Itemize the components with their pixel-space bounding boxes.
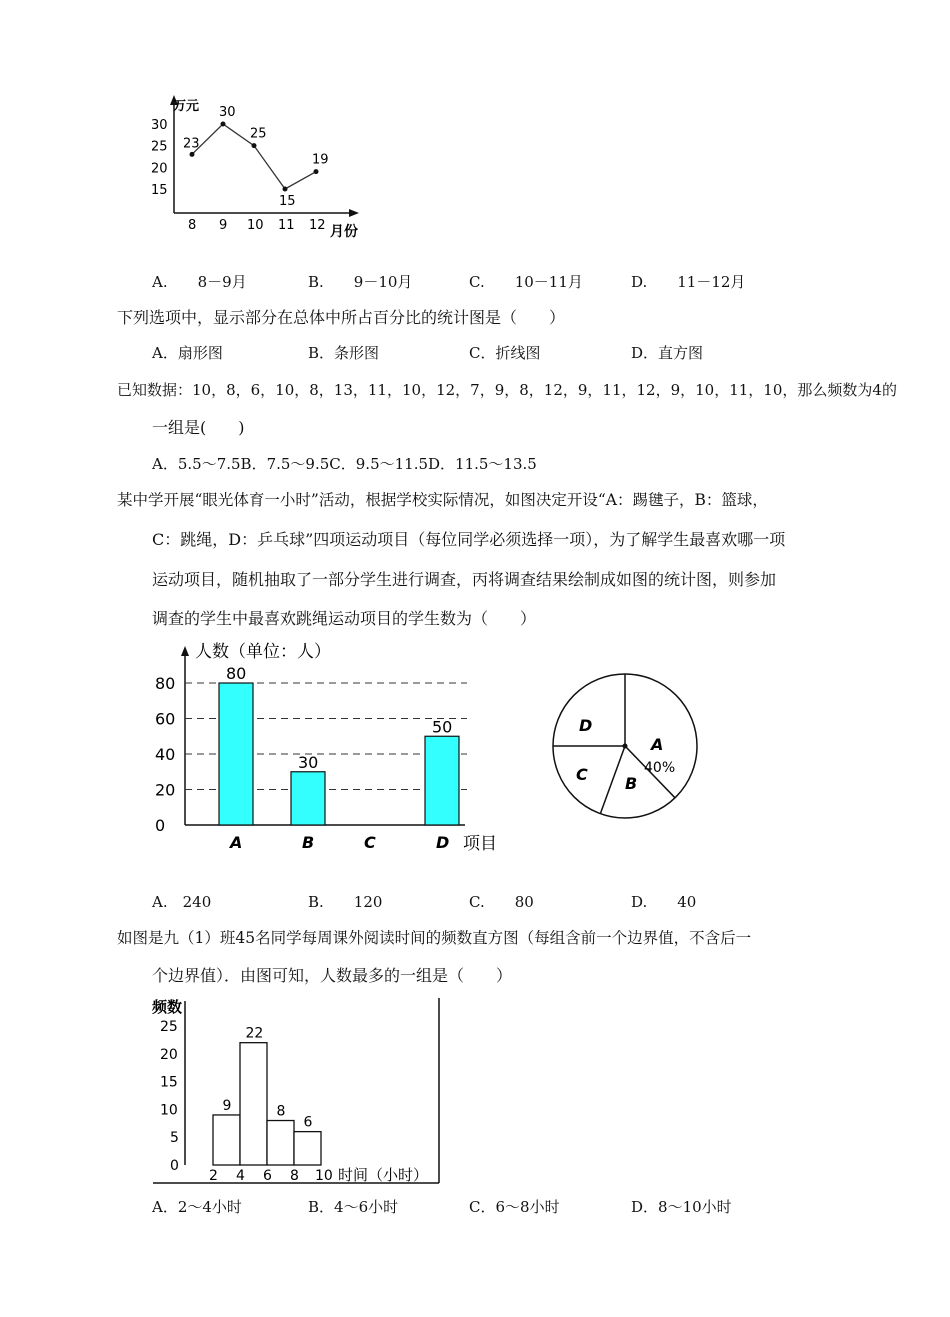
question-stem: 某中学开展“眼光体育一小时”活动，根据学校实际情况，如图决定开设“A：踢毽子，B：篮球， [117,491,768,509]
histogram-chart [145,996,450,1188]
x-tick-label: C [364,833,376,852]
x-tick-label: 6 [263,1168,272,1184]
data-point [314,169,319,174]
option-a[interactable]: A．2～4小时 [152,1198,242,1216]
pie-chart [545,670,705,830]
y-tick-label: 10 [160,1102,178,1119]
data-label: 25 [250,126,267,142]
x-tick-label: 12 [309,218,326,233]
x-tick-label: 8 [188,218,197,233]
y-axis-label: 频数 [152,998,183,1016]
x-tick-label: 9 [219,218,228,233]
slice-label: A [651,735,664,754]
question-stem-cont: 调查的学生中最喜欢跳绳运动项目的学生数为（ ） [152,609,537,628]
option-b[interactable]: B．4～6小时 [308,1198,399,1216]
pie-center [623,744,628,749]
question-stem: 已知数据：10，8，6，10，8，13，11，10，12，7，9，8，12，9，11，12，9，10，11，10，那么频数为4的 [117,381,897,399]
x-tick-label: 10 [247,218,264,233]
slice-label: C [576,765,588,784]
y-tick-label: 20 [151,161,168,177]
option-a[interactable]: A. 8－9月 [152,273,247,291]
x-axis-label: 项目 [463,834,497,854]
x-tick-label: 4 [236,1168,245,1184]
y-tick-label: 80 [155,674,176,693]
option-c[interactable]: C．折线图 [469,344,541,362]
data-label: 23 [183,136,200,152]
data-point [221,122,226,127]
bar [425,736,459,825]
slice-label: B [625,774,638,793]
y-tick-label: 20 [160,1046,178,1063]
x-axis-label: 时间（小时） [338,1166,429,1184]
data-label: 30 [219,105,236,120]
histogram-bar [294,1132,321,1165]
bar-chart [145,640,515,860]
y-tick-label: 30 [151,118,168,133]
option-d[interactable]: D．8～10小时 [631,1198,732,1216]
x-tick-label: 2 [209,1168,218,1184]
question-stem-cont: C：跳绳，D：乒乓球”四项运动项目（每位同学必须选择一项），为了解学生最喜欢哪一项 [152,530,786,549]
option-d[interactable]: D. 11－12月 [631,273,746,291]
x-tick-label: 8 [290,1168,299,1184]
chart-title: 人数（单位：人） [195,642,331,662]
question-stem-cont: 个边界值）．由图可知，人数最多的一组是（ ） [152,966,513,985]
histogram-bar [267,1121,294,1165]
x-tick-label: 11 [278,218,295,233]
data-point [283,187,288,192]
data-label: 15 [279,194,296,209]
option-d[interactable]: D．直方图 [631,344,704,362]
data-point [252,143,257,148]
data-label: 50 [432,717,453,737]
y-tick-label: 5 [170,1130,179,1147]
y-tick-label: 15 [151,183,168,198]
x-tick-label: A [230,833,243,852]
option-b[interactable]: B. 120 [308,893,383,911]
data-label: 6 [303,1114,313,1131]
option-c[interactable]: C. 10－11月 [469,273,583,291]
bar [219,683,253,825]
question-stem-cont: 一组是( ) [152,418,245,437]
question-stem: 如图是九（1）班45名同学每周课外阅读时间的频数直方图（每组含前一个边界值，不含后一 [117,929,752,947]
line-chart [140,92,380,242]
data-label: 9 [222,1097,232,1114]
y-tick-label: 25 [160,1019,178,1035]
option-d[interactable]: D. 40 [631,893,697,911]
option-c[interactable]: C．6～8小时 [469,1198,560,1216]
option-b[interactable]: B. 9－10月 [308,273,413,291]
x-axis-label: 月份 [330,224,358,240]
bar [291,772,325,825]
y-tick-label: 25 [151,139,168,155]
data-label: 19 [312,152,329,168]
data-point [190,152,195,157]
data-label: 22 [245,1025,264,1042]
options-line[interactable]: A．5.5～7.5B．7.5～9.5C．9.5～11.5D．11.5～13.5 [152,455,537,473]
histogram-bar [240,1043,267,1165]
question-stem-cont: 运动项目，随机抽取了一部分学生进行调查，丙将调查结果绘制成如图的统计图，则参加 [152,570,777,589]
y-tick-label: 60 [155,709,176,729]
data-label: 8 [276,1103,286,1120]
option-b[interactable]: B．条形图 [308,344,380,362]
slice-label: D [579,716,593,735]
question-stem: 下列选项中，显示部分在总体中所占百分比的统计图是（ ） [117,308,566,327]
option-a[interactable]: A．扇形图 [152,344,223,362]
histogram-bar [213,1115,240,1165]
option-a[interactable]: A. 240 [152,893,212,911]
y-tick-label: 0 [170,1158,179,1174]
data-label: 30 [298,752,319,772]
x-tick-label: D [436,833,450,852]
y-tick-label: 15 [160,1074,178,1091]
slice-percent: 40% [644,760,676,776]
x-tick-label: B [302,833,315,852]
y-tick-label: 0 [155,816,166,835]
data-label: 80 [226,664,247,683]
y-axis-label: 万元 [173,99,200,114]
y-tick-label: 40 [155,745,176,764]
option-c[interactable]: C. 80 [469,893,534,911]
y-tick-label: 20 [155,780,176,800]
x-tick-label: 10 [315,1168,333,1184]
